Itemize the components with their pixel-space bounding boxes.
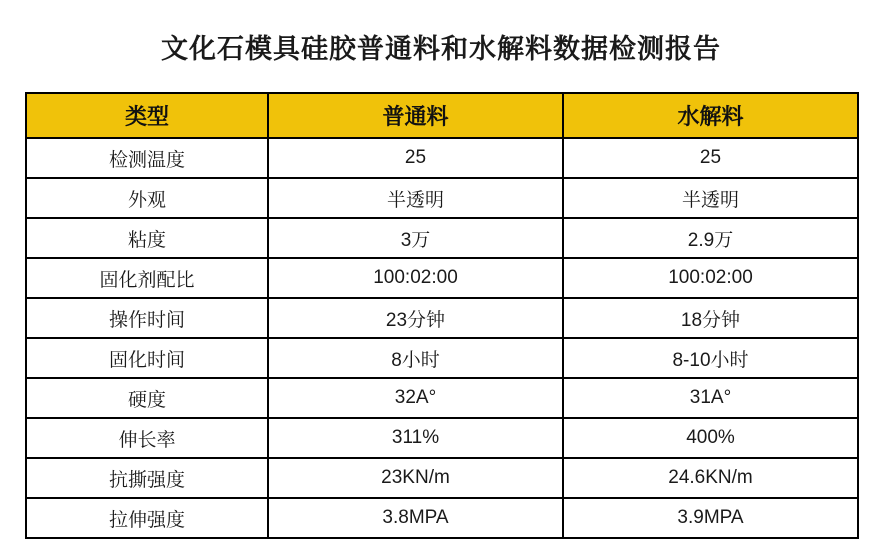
row-value-normal: 半透明 xyxy=(268,178,563,218)
data-table-container xyxy=(25,92,857,539)
row-label: 检测温度 xyxy=(26,138,268,178)
row-value-normal: 32A° xyxy=(268,378,563,418)
data-table xyxy=(25,92,859,539)
row-value-normal: 3.8MPA xyxy=(268,498,563,538)
table-body xyxy=(26,138,858,538)
row-value-hydrolyzed: 半透明 xyxy=(563,178,858,218)
row-value-hydrolyzed: 8-10小时 xyxy=(563,338,858,378)
row-label: 外观 xyxy=(26,178,268,218)
table-row xyxy=(26,138,858,178)
page-title: 文化石模具硅胶普通料和水解料数据检测报告 xyxy=(161,34,721,64)
row-value-hydrolyzed: 25 xyxy=(563,138,858,178)
table-row xyxy=(26,418,858,458)
row-value-hydrolyzed: 18分钟 xyxy=(563,298,858,338)
table-row xyxy=(26,378,858,418)
row-value-normal: 8小时 xyxy=(268,338,563,378)
row-value-hydrolyzed: 31A° xyxy=(563,378,858,418)
row-label: 硬度 xyxy=(26,378,268,418)
table-row xyxy=(26,218,858,258)
row-label: 固化时间 xyxy=(26,338,268,378)
row-label: 固化剂配比 xyxy=(26,258,268,298)
row-value-hydrolyzed: 3.9MPA xyxy=(563,498,858,538)
table-row xyxy=(26,338,858,378)
table-row xyxy=(26,298,858,338)
row-value-hydrolyzed: 400% xyxy=(563,418,858,458)
row-value-normal: 23分钟 xyxy=(268,298,563,338)
table-row xyxy=(26,178,858,218)
column-header-normal: 普通料 xyxy=(268,93,563,138)
row-value-hydrolyzed: 2.9万 xyxy=(563,218,858,258)
row-value-normal: 25 xyxy=(268,138,563,178)
row-value-hydrolyzed: 100:02:00 xyxy=(563,258,858,298)
row-label: 粘度 xyxy=(26,218,268,258)
row-value-normal: 311% xyxy=(268,418,563,458)
table-header-row xyxy=(26,93,858,138)
row-label: 操作时间 xyxy=(26,298,268,338)
table-row xyxy=(26,258,858,298)
column-header-hydrolyzed: 水解料 xyxy=(563,93,858,138)
row-label: 伸长率 xyxy=(26,418,268,458)
row-label: 抗撕强度 xyxy=(26,458,268,498)
row-value-normal: 100:02:00 xyxy=(268,258,563,298)
table-row xyxy=(26,458,858,498)
row-value-normal: 23KN/m xyxy=(268,458,563,498)
table-row xyxy=(26,498,858,538)
row-value-hydrolyzed: 24.6KN/m xyxy=(563,458,858,498)
table-header xyxy=(26,93,858,138)
column-header-type: 类型 xyxy=(26,93,268,138)
row-label: 拉伸强度 xyxy=(26,498,268,538)
row-value-normal: 3万 xyxy=(268,218,563,258)
